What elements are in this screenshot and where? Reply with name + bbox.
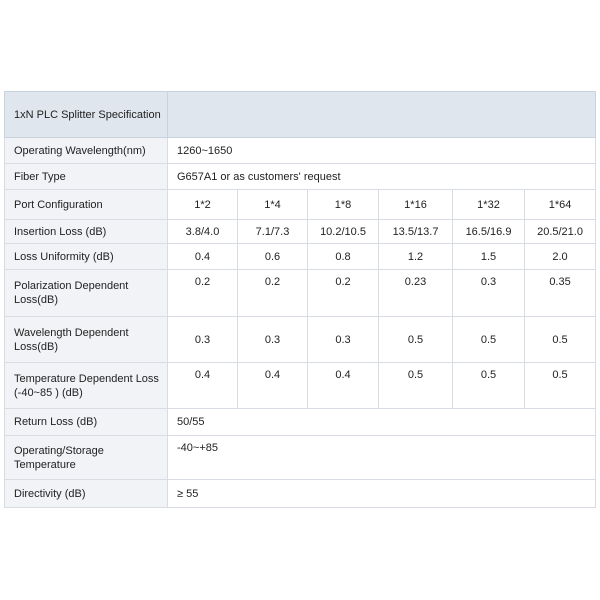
row-label: Operating/Storage Temperature: [5, 436, 168, 480]
cell-value: 0.8: [308, 244, 379, 270]
cell-value: 0.5: [379, 363, 453, 409]
cell-value: 0.2: [238, 270, 308, 317]
cell-value: 20.5/21.0: [525, 220, 596, 244]
row-value: G657A1 or as customers' request: [168, 164, 596, 190]
row-label: Return Loss (dB): [5, 409, 168, 436]
cell-value: 0.5: [525, 317, 596, 363]
cell-value: 0.3: [168, 317, 238, 363]
table-row: [5, 480, 596, 508]
table-header-filler: [168, 92, 596, 138]
row-label: Temperature Dependent Loss (-40~85 ) (dB): [5, 363, 168, 409]
table-row: [5, 436, 596, 480]
cell-value: 0.23: [379, 270, 453, 317]
cell-value: 0.2: [168, 270, 238, 317]
table-header-row: [5, 92, 596, 138]
table-row: [5, 138, 596, 164]
cell-value: 0.3: [453, 270, 525, 317]
cell-value: 7.1/7.3: [238, 220, 308, 244]
cell-value: 0.4: [168, 363, 238, 409]
cell-value: 0.3: [238, 317, 308, 363]
row-value: ≥ 55: [168, 480, 596, 508]
cell-value: 0.5: [453, 363, 525, 409]
cell-value: 0.3: [308, 317, 379, 363]
table-row: [5, 164, 596, 190]
row-value: -40~+85: [168, 436, 596, 480]
cell-value: 1*64: [525, 190, 596, 220]
cell-value: 0.4: [238, 363, 308, 409]
cell-value: 1.5: [453, 244, 525, 270]
cell-value: 1*2: [168, 190, 238, 220]
cell-value: 0.5: [453, 317, 525, 363]
cell-value: 0.4: [168, 244, 238, 270]
cell-value: 1*16: [379, 190, 453, 220]
table-row: [5, 244, 596, 270]
cell-value: 0.6: [238, 244, 308, 270]
row-label: Wavelength Dependent Loss(dB): [5, 317, 168, 363]
row-label: Insertion Loss (dB): [5, 220, 168, 244]
table-row: [5, 409, 596, 436]
cell-value: 1.2: [379, 244, 453, 270]
cell-value: 1*32: [453, 190, 525, 220]
row-value: 1260~1650: [168, 138, 596, 164]
cell-value: 2.0: [525, 244, 596, 270]
row-label: Port Configuration: [5, 190, 168, 220]
cell-value: 0.35: [525, 270, 596, 317]
cell-value: 3.8/4.0: [168, 220, 238, 244]
table-title: 1xN PLC Splitter Specification: [5, 92, 168, 138]
row-value: 50/55: [168, 409, 596, 436]
row-label: Polarization Dependent Loss(dB): [5, 270, 168, 317]
spec-table: [4, 91, 596, 508]
row-label: Fiber Type: [5, 164, 168, 190]
row-label: Loss Uniformity (dB): [5, 244, 168, 270]
cell-value: 0.5: [525, 363, 596, 409]
cell-value: 16.5/16.9: [453, 220, 525, 244]
table-row: [5, 190, 596, 220]
table-row: [5, 220, 596, 244]
row-label: Directivity (dB): [5, 480, 168, 508]
row-label: Operating Wavelength(nm): [5, 138, 168, 164]
cell-value: 0.5: [379, 317, 453, 363]
table-row: [5, 317, 596, 363]
table-row: [5, 270, 596, 317]
table-row: [5, 363, 596, 409]
cell-value: 0.4: [308, 363, 379, 409]
cell-value: 0.2: [308, 270, 379, 317]
cell-value: 10.2/10.5: [308, 220, 379, 244]
cell-value: 13.5/13.7: [379, 220, 453, 244]
cell-value: 1*4: [238, 190, 308, 220]
cell-value: 1*8: [308, 190, 379, 220]
